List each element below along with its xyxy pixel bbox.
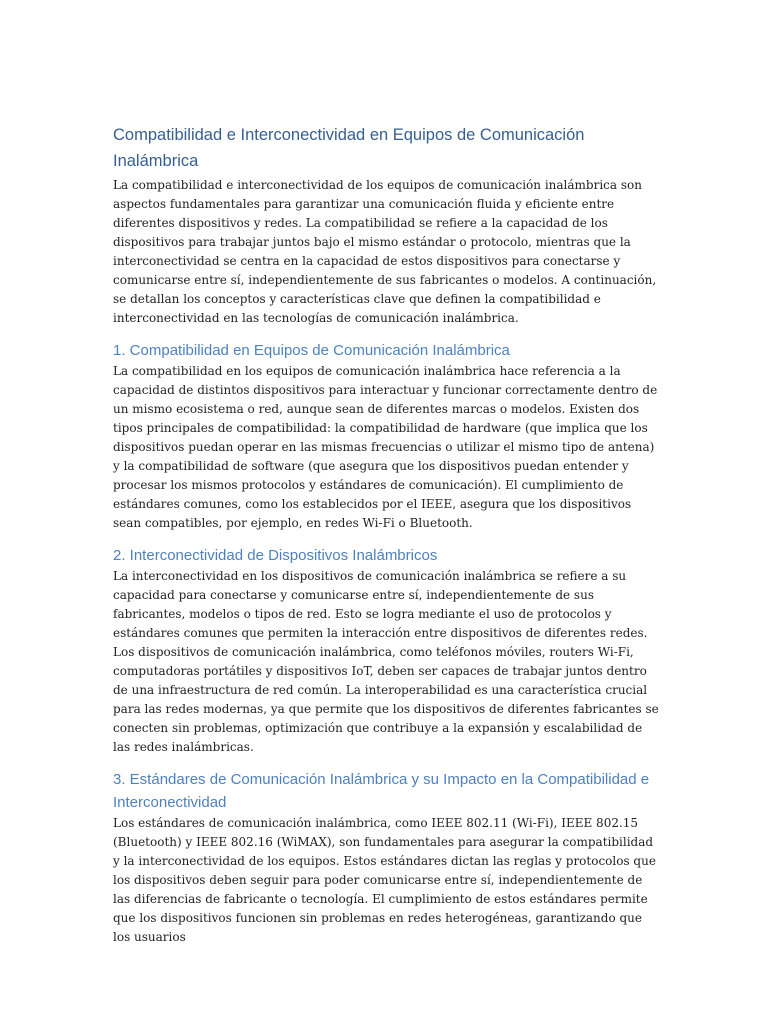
section-interconectividad xyxy=(113,544,660,757)
section-paragraph: La interconectividad en los dispositivos de comunicación inalámbrica se refiere a su capacidad para conectarse y comunicarse entre sí, independientemente de sus fabricantes, modelos o tipos de red. Esto se logra mediante el uso de protocolos y estándares comunes que permiten la interacción entre dispositivos de diferentes redes. Los dispositivos de comunicación inalámbrica, como teléfonos móviles, routers Wi-Fi, computadoras portátiles y dispositivos IoT, deben ser capaces de trabajar juntos dentro de una infraestructura de red común. La interoperabilidad es una característica crucial para las redes modernas, ya que permite que los dispositivos de diferentes fabricantes se conecten sin problemas, optimización que contribuye a la expansión y escalabilidad de las redes inalámbricas. xyxy=(113,569,659,754)
section-paragraph: Los estándares de comunicación inalámbrica, como IEEE 802.11 (Wi-Fi), IEEE 802.15 (Bluetooth) y IEEE 802.16 (WiMAX), son fundamentales para asegurar la compatibilidad y la interconectividad de los equipos. Estos estándares dictan las reglas y protocolos que los dispositivos deben seguir para poder comunicarse entre sí, independientemente de las diferencias de fabricante o tecnología. El cumplimiento de estos estándares permite que los dispositivos funcionen sin problemas en redes heterogéneas, garantizando que los usuarios xyxy=(113,816,656,944)
section-estandares xyxy=(113,768,660,947)
section-paragraph: La compatibilidad en los equipos de comunicación inalámbrica hace referencia a la capacidad de distintos dispositivos para interactuar y funcionar correctamente dentro de un mismo ecosistema o red, aunque sean de diferentes marcas o modelos. Existen dos tipos principales de compatibilidad: la compatibilidad de hardware (que implica que los dispositivos puedan operar en las mismas frecuencias o utilizar el mismo tipo de antena) y la compatibilidad de software (que asegura que los dispositivos puedan entender y procesar los mismos protocolos y estándares de comunicación). El cumplimiento de estándares comunes, como los establecidos por el IEEE, asegura que los dispositivos sean compatibles, por ejemplo, en redes Wi-Fi o Bluetooth. xyxy=(113,364,658,530)
section-heading: 3. Estándares de Comunicación Inalámbrica y su Impacto en la Compatibilidad e Interconectividad xyxy=(113,771,650,811)
section-compatibilidad xyxy=(113,339,660,533)
intro-paragraph: La compatibilidad e interconectividad de los equipos de comunicación inalámbrica son aspectos fundamentales para garantizar una comunicación fluida y eficiente entre diferentes dispositivos y redes. La compatibilidad se refiere a la capacidad de los dispositivos para trabajar juntos bajo el mismo estándar o protocolo, mientras que la interconectividad se centra en la capacidad de estos dispositivos para conectarse y comunicarse entre sí, independientemente de sus fabricantes o modelos. A continuación, se detallan los conceptos y características clave que definen la compatibilidad e interconectividad en las tecnologías de comunicación inalámbrica. xyxy=(113,178,657,325)
section-heading: 1. Compatibilidad en Equipos de Comunicación Inalámbrica xyxy=(113,342,510,359)
document-title: Compatibilidad e Interconectividad en Equipos de Comunicación Inalámbrica xyxy=(113,126,585,170)
section-heading: 2. Interconectividad de Dispositivos Inalámbricos xyxy=(113,547,438,564)
